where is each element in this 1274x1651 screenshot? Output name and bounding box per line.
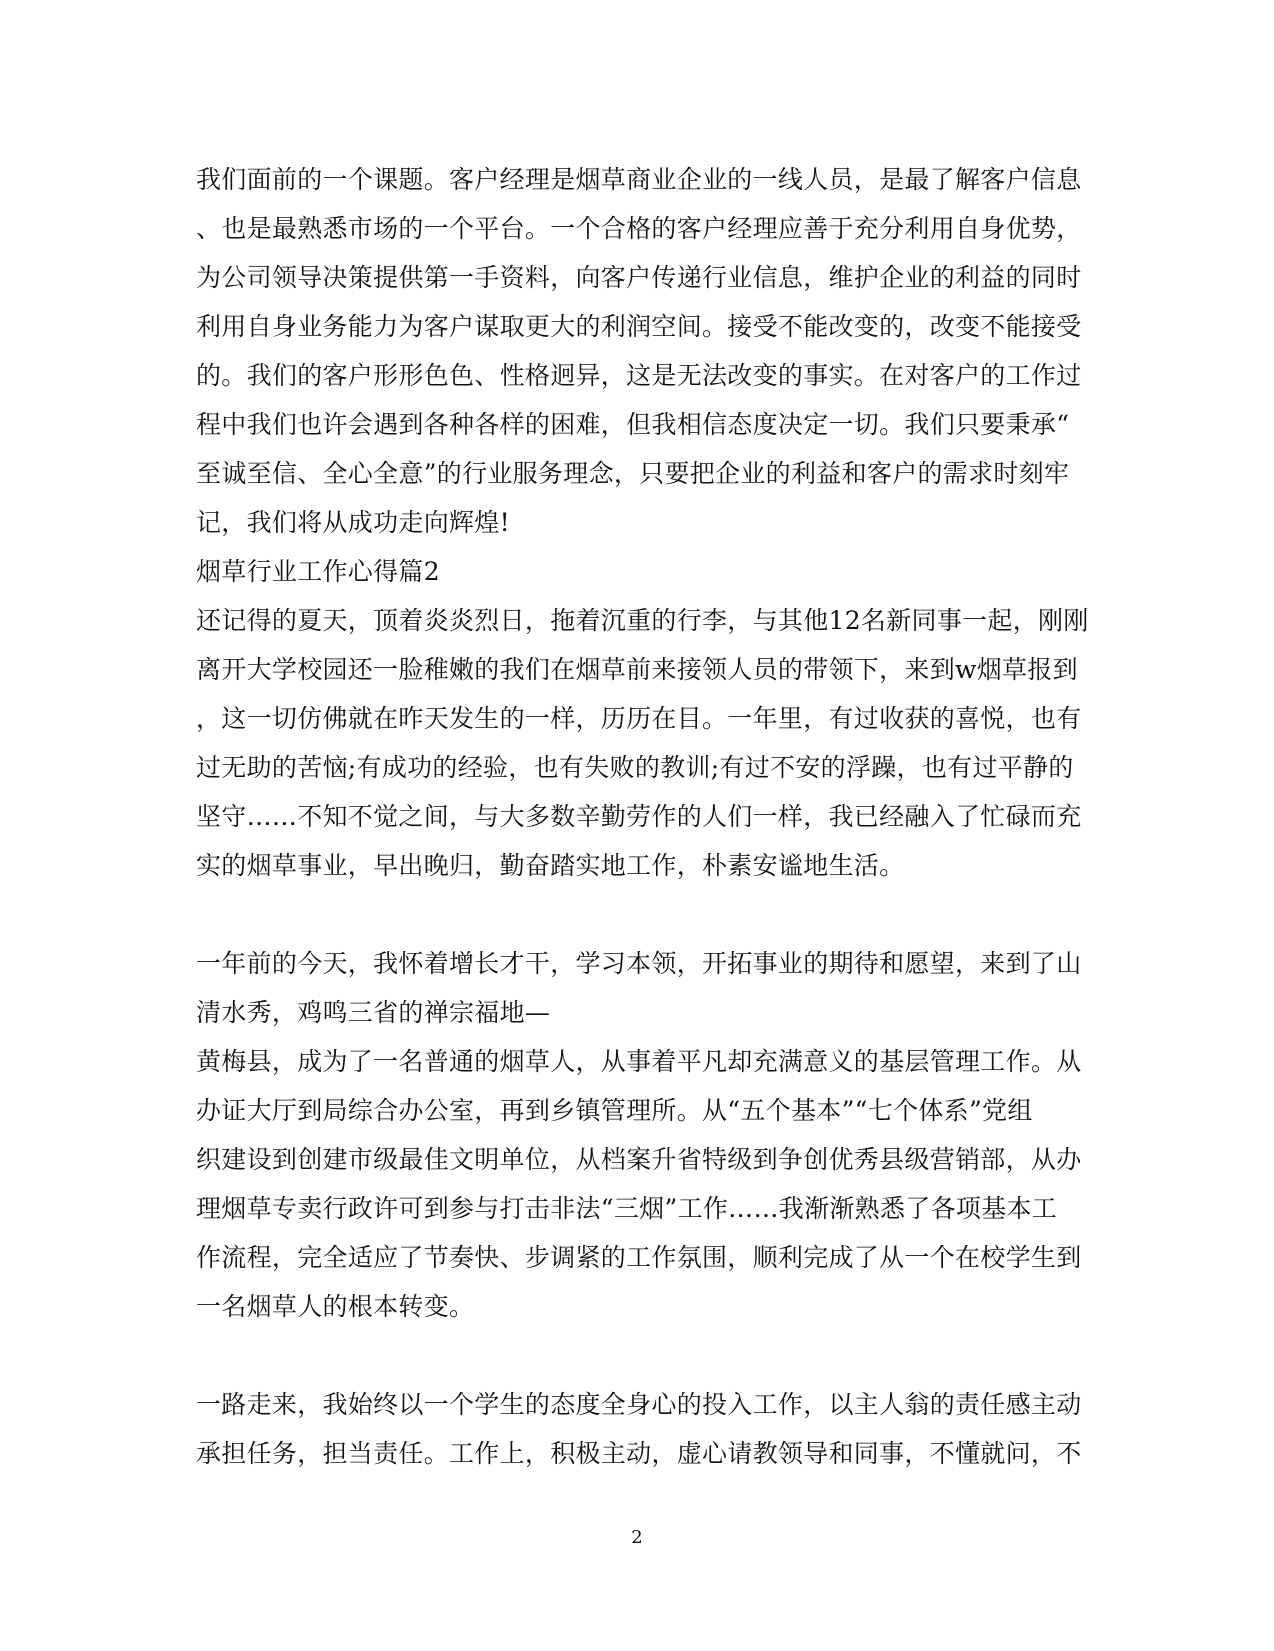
text-line: 利用自身业务能力为客户谋取更大的利润空间。接受不能改变的，改变不能接受 [196,312,1082,341]
text-line: 一路走来，我始终以一个学生的态度全身心的投入工作，以主人翁的责任感主动 [196,1390,1082,1419]
text-line: 程中我们也许会遇到各种各样的困难，但我相信态度决定一切。我们只要秉承“ [196,410,1070,439]
text-line: 为公司领导决策提供第一手资料，向客户传递行业信息，维护企业的利益的同时 [196,263,1082,292]
text-line: 办证大厅到局综合办公室，再到乡镇管理所。从“五个基本”“七个体系”党组 [196,1096,1033,1125]
text-line: 一年前的今天，我怀着增长才干，学习本领，开拓事业的期待和愿望，来到了山 [196,949,1082,978]
text-line: ，这一切仿佛就在昨天发生的一样，历历在目。一年里，有过收获的喜悦，也有 [196,704,1082,733]
text-line: 实的烟草事业，早出晚归，勤奋踏实地工作，朴素安谧地生活。 [196,851,905,880]
text-line: 承担任务，担当责任。工作上，积极主动，虚心请教领导和同事，不懂就问，不 [196,1439,1082,1468]
paragraph-gap [196,890,1076,939]
text-line: 记，我们将从成功走向辉煌! [196,508,510,537]
page-number: 2 [631,1527,643,1548]
text-line: 至诚至信、全心全意”的行业服务理念，只要把企业的利益和客户的需求时刻牢 [196,459,1070,488]
text-line: 坚守……不知不觉之间，与大多数辛勤劳作的人们一样，我已经融入了忙碌而充 [196,802,1082,831]
document-body [196,155,1089,1478]
paragraph-gap [196,1331,1076,1380]
text-line: 的。我们的客户形形色色、性格迥异，这是无法改变的事实。在对客户的工作过 [196,361,1082,390]
text-line: 我们面前的一个课题。客户经理是烟草商业企业的一线人员，是最了解客户信息 [196,165,1082,194]
text-line: 一名烟草人的根本转变。 [196,1292,475,1321]
text-line: 、也是最熟悉市场的一个平台。一个合格的客户经理应善于充分利用自身优势， [196,214,1082,243]
section-heading: 烟草行业工作心得篇2 [196,557,440,586]
text-line: 理烟草专卖行政许可到参与打击非法“三烟”工作……我渐渐熟悉了各项基本工 [196,1194,1058,1223]
text-line: 还记得的夏天，顶着炎炎烈日，拖着沉重的行李，与其他12名新同事一起，刚刚 [196,606,1089,635]
text-line: 离开大学校园还一脸稚嫩的我们在烟草前来接领人员的带领下，来到w烟草报到 [196,655,1078,684]
text-line: 过无助的苦恼;有成功的经验，也有失败的教训;有过不安的浮躁，也有过平静的 [196,753,1074,782]
text-line: 清水秀，鸡鸣三省的禅宗福地— [196,998,551,1027]
text-line: 黄梅县，成为了一名普通的烟草人，从事着平凡却充满意义的基层管理工作。从 [196,1047,1082,1076]
text-line: 作流程，完全适应了节奏快、步调紧的工作氛围，顺利完成了从一个在校学生到 [196,1243,1082,1272]
text-line: 织建设到创建市级最佳文明单位，从档案升省特级到争创优秀县级营销部，从办 [196,1145,1082,1174]
